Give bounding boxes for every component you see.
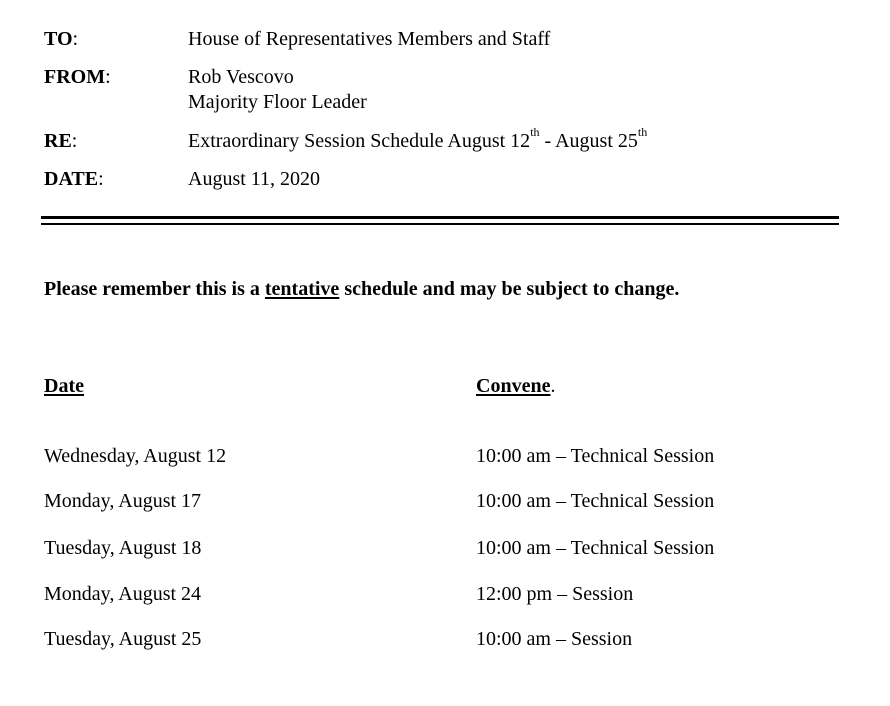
- tentative-emphasis: tentative: [264, 278, 340, 300]
- convene-column-header: Convene.: [476, 375, 556, 397]
- header-divider-thin: [41, 223, 839, 225]
- date-column-header: Date: [44, 375, 84, 397]
- schedule-row-date: Monday, August 17: [44, 490, 202, 512]
- from-name: Rob Vescovo: [188, 66, 294, 88]
- schedule-row-date: Tuesday, August 18: [44, 537, 202, 559]
- from-title: Majority Floor Leader: [188, 91, 367, 113]
- re-value: Extraordinary Session Schedule August 12th - August 25th: [188, 125, 648, 152]
- schedule-row-convene: 10:00 am – Technical Session: [476, 537, 715, 559]
- schedule-row-date: Wednesday, August 12: [44, 445, 227, 467]
- schedule-row-date: Tuesday, August 25: [44, 628, 202, 650]
- re-label: RE:: [44, 130, 78, 152]
- schedule-row-convene: 10:00 am – Technical Session: [476, 490, 715, 512]
- date-label: DATE:: [44, 168, 104, 190]
- date-value: August 11, 2020: [188, 168, 321, 190]
- schedule-row-convene: 10:00 am – Session: [476, 628, 633, 650]
- header-divider-thick: [41, 216, 839, 219]
- from-label: FROM:: [44, 66, 111, 88]
- schedule-row-date: Monday, August 24: [44, 583, 202, 605]
- schedule-row-convene: 10:00 am – Technical Session: [476, 445, 715, 467]
- tentative-notice: Please remember this is a tentative schedule and may be subject to change.: [44, 278, 680, 300]
- to-label: TO:: [44, 28, 79, 50]
- schedule-row-convene: 12:00 pm – Session: [476, 583, 634, 605]
- to-value: House of Representatives Members and Staff: [188, 28, 551, 50]
